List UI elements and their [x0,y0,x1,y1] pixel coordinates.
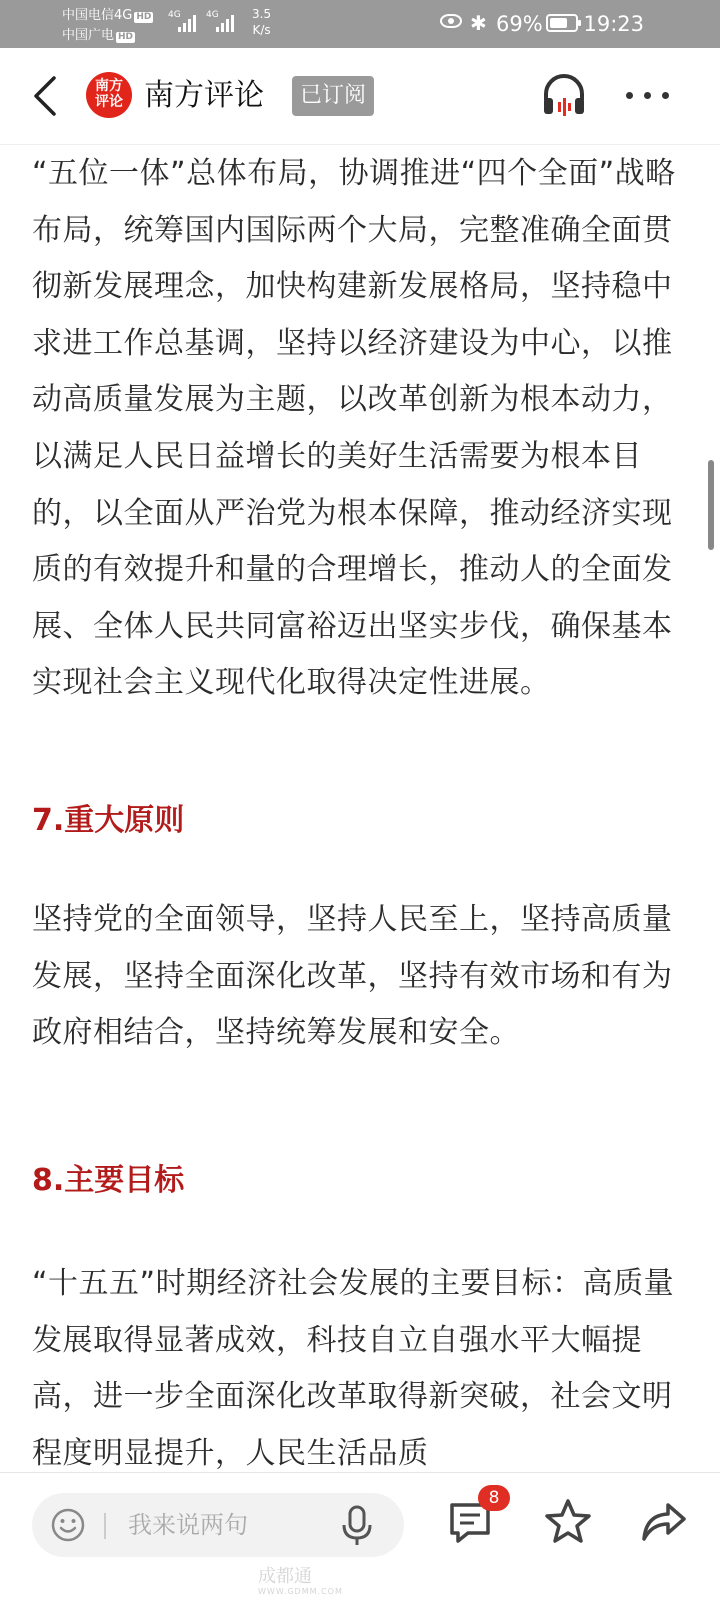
microphone-icon[interactable] [340,1505,374,1547]
input-divider [104,1513,106,1539]
share-icon [640,1499,688,1543]
paragraph-2: 坚持党的全面领导，坚持人民至上，坚持高质量发展，坚持全面深化改革，坚持有效市场和有为政府相结合，坚持统筹发展和安全。 [32,902,673,1051]
carrier-1: 中国电信4G [62,8,133,23]
hd-badge-1: HD [136,12,152,22]
section-heading-8: 8.主要目标 [32,1163,185,1198]
watermark: 成都通 WWW.GDMM.COM [258,1566,343,1596]
bottom-action-bar [0,1472,720,1601]
eye-icon [440,14,462,28]
channel-logo[interactable]: 南方 评论 [86,72,132,118]
comment-input[interactable] [32,1493,404,1557]
paragraph-1: “五位一体”总体布局，协调推进“四个全面”战略布局，统筹国内国际两个大局，完整准确全面贯彻新发展理念，加快构建新发展格局，坚持稳中求进工作总基调，坚持以经济建设为中心，以推动高质量发展为主题，以改革创新为根本动力，以满足人民日益增长的美好生活需要为根本目的，以全面从严治党为根本保障，推动经济实现质的有效提升和量的合理增长，推动人的全面发展、全体人民共同富裕迈出坚实步伐，确保基本实现社会主义现代化取得决定性进展。 [32,156,676,701]
back-arrow-icon [28,74,64,118]
battery-fill [550,18,567,28]
battery-icon [546,14,578,32]
section-heading-7: 7.重大原则 [32,803,185,838]
subscribed-button[interactable]: 已订阅 [292,76,374,116]
comment-placeholder[interactable]: 我来说两句 [128,1511,248,1539]
star-icon [544,1497,592,1545]
scroll-thumb[interactable] [708,460,714,550]
more-button[interactable] [624,84,672,108]
favorite-button[interactable] [544,1497,592,1545]
article-header [0,48,720,145]
emoji-icon[interactable] [50,1507,86,1543]
back-button[interactable] [28,74,64,118]
share-button[interactable] [640,1499,688,1543]
network-speed: 3.5 K/s [252,7,272,37]
clock: 19:23 [583,12,644,36]
battery-percent: 69% [496,12,543,36]
channel-name[interactable]: 南方评论 [144,78,264,113]
headphones-icon [540,70,588,120]
listen-button[interactable] [540,70,588,120]
paragraph-3: “十五五”时期经济社会发展的主要目标：高质量发展取得显著成效，科技自立自强水平大幅提高，进一步全面深化改革取得新突破，社会文明程度明显提升，人民生活品质 [32,1266,675,1471]
comment-count-badge: 8 [478,1485,510,1511]
status-bar: 中国电信4G HD 中国广电 HD 4G 4G 3.5 K/s ✱ 69% 19:23 [0,0,720,48]
carrier-2: 中国广电 [62,28,115,43]
hd-badge-2: HD [118,32,134,42]
bluetooth-icon: ✱ [470,11,487,35]
